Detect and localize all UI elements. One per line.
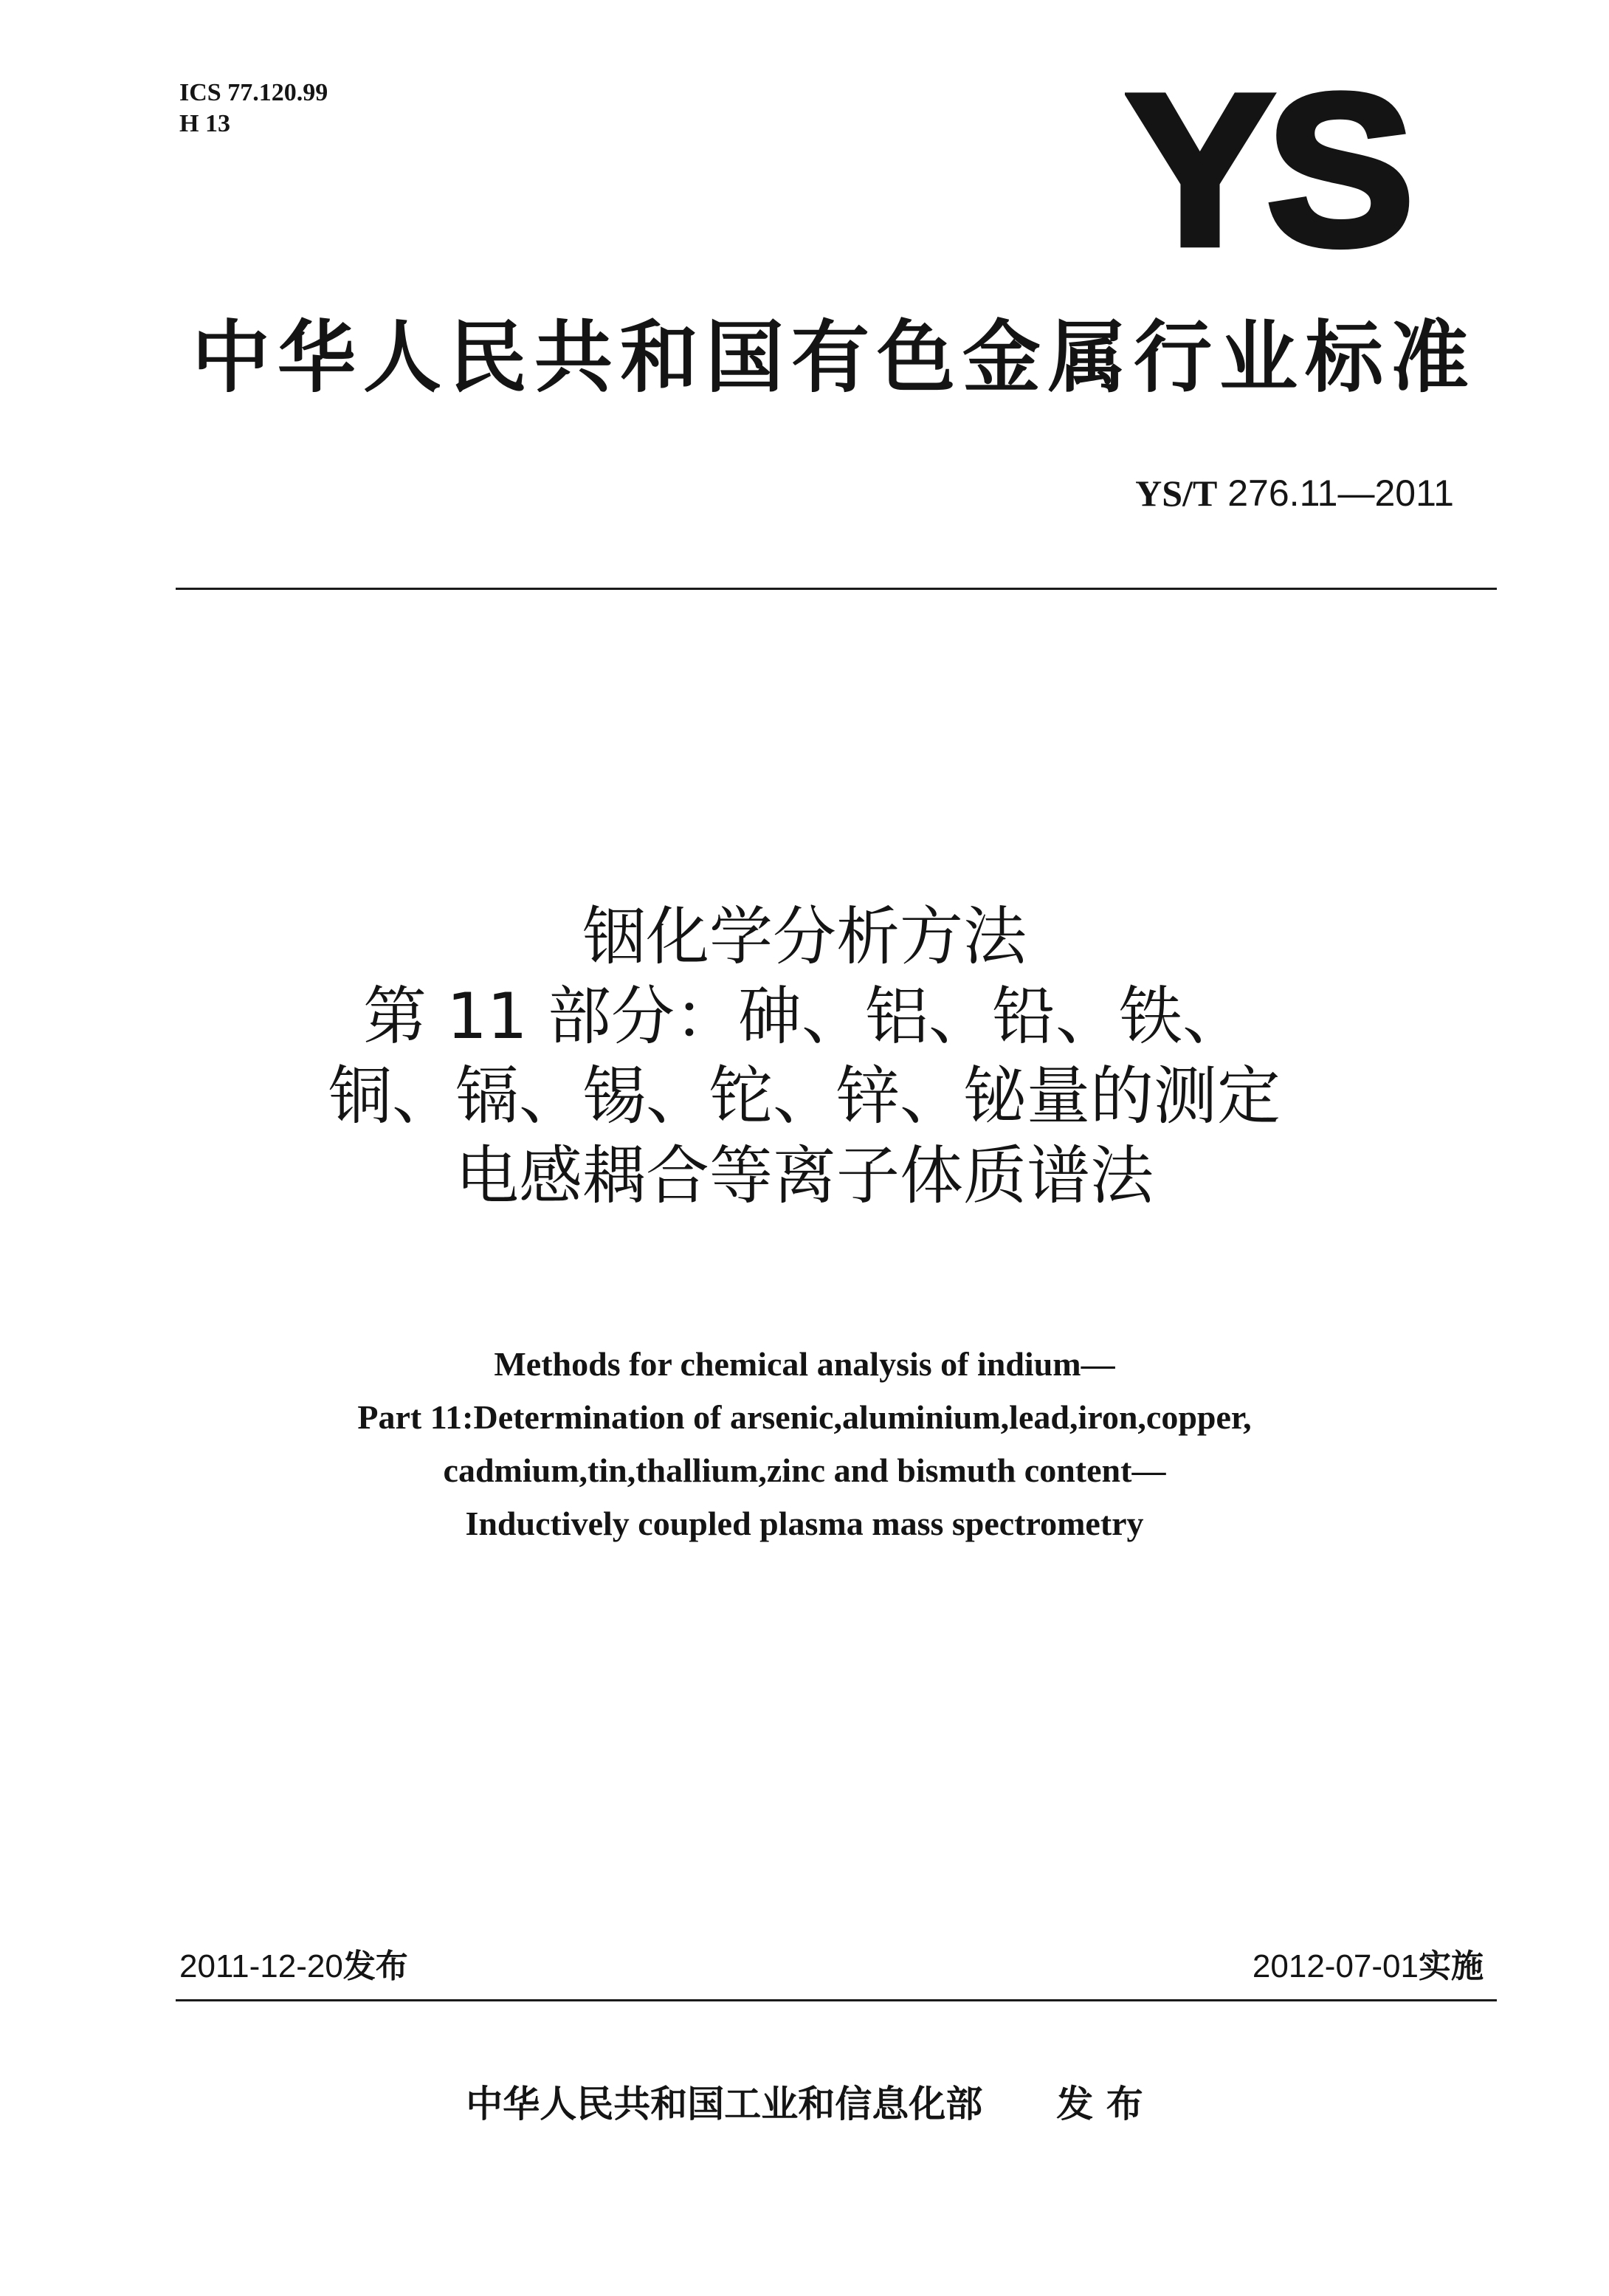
standard-number xyxy=(1135,472,1454,514)
chinese-title-line-1: 铟化学分析方法 xyxy=(582,900,1027,974)
standard-number-value: 276.11—2011 xyxy=(1227,472,1454,514)
implementation-date xyxy=(1253,1946,1484,1987)
english-title-line-4: Inductively coupled plasma mass spectrometry xyxy=(465,1505,1144,1542)
implementation-date-label: 实施 xyxy=(1419,1948,1484,1985)
chinese-title-line-2: 第 11 部分：砷、铝、铅、铁、 xyxy=(362,980,1247,1054)
chinese-title-line-3: 铜、镉、锡、铊、锌、铋量的测定 xyxy=(328,1059,1281,1133)
ics-code: ICS 77.120.99 xyxy=(179,79,328,106)
english-title-line-3: cadmium,tin,thallium,zinc and bismuth content— xyxy=(443,1451,1166,1489)
standard-prefix: YS/T xyxy=(1135,472,1218,514)
organization-title: 中华人民共和国有色金属行业标准 xyxy=(192,312,1476,403)
classification-code: H 13 xyxy=(179,110,230,137)
footer-divider xyxy=(176,1999,1497,2001)
issue-date-value: 2011-12-20 xyxy=(179,1948,343,1984)
publisher-name: 中华人民共和国工业和信息化部 xyxy=(466,2083,983,2125)
publisher xyxy=(221,2080,1388,2128)
publish-label: 发 布 xyxy=(1056,2083,1143,2125)
english-title-line-2: Part 11:Determination of arsenic,aluminium,lead,iron,copper, xyxy=(357,1398,1252,1436)
issue-date-label: 发布 xyxy=(342,1948,408,1985)
chinese-title-line-4: 电感耦合等离子体质谱法 xyxy=(455,1139,1154,1213)
chinese-title xyxy=(221,897,1388,1216)
english-title-line-1: Methods for chemical analysis of indium— xyxy=(494,1345,1115,1383)
implementation-date-value: 2012-07-01 xyxy=(1252,1948,1419,1984)
header-divider xyxy=(176,588,1497,590)
english-title xyxy=(221,1338,1388,1550)
ys-logo: YS xyxy=(1126,49,1407,290)
issue-date xyxy=(179,1946,408,1987)
